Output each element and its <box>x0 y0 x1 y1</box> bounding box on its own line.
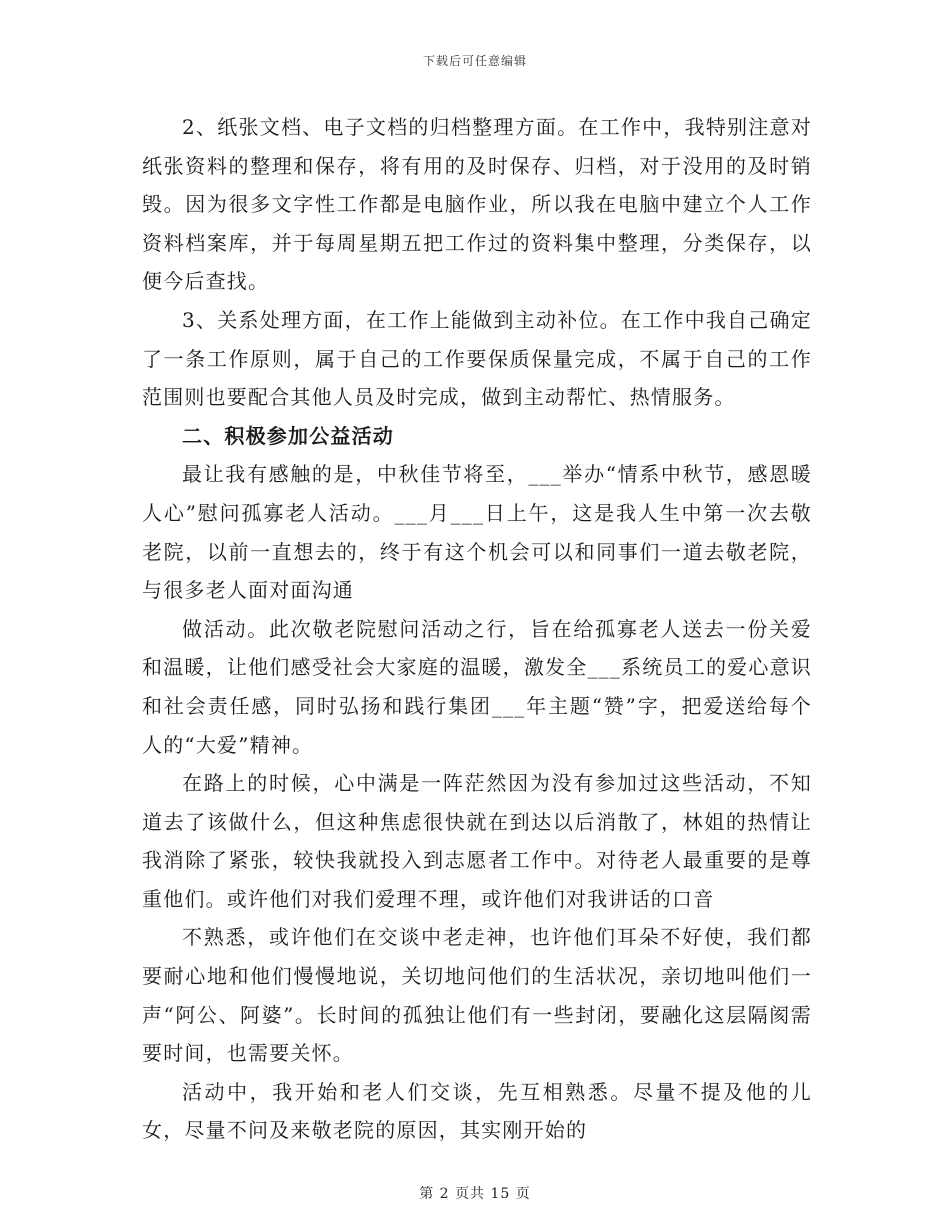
page-number: 第 2 页共 15 页 <box>419 1186 531 1202</box>
paragraph-conversation: 活动中，我开始和老人们交谈，先互相熟悉。尽量不提及他的儿女，尽量不问及来敬老院的原因，其实刚开始的 <box>142 1079 812 1143</box>
paragraph-on-the-road: 在路上的时候，心中满是一阵茫然因为没有参加过这些活动，不知道去了该做什么，但这种焦虑很快就在到达以后消散了，林姐的热情让我消除了紧张，较快我就投入到志愿者工作中。对待老人最重要的是尊重他们。或许他们对我们爱理不理，或许他们对我讲话的口音 <box>142 771 812 911</box>
paragraph-relations: 3、关系处理方面，在工作上能做到主动补位。在工作中我自己确定了一条工作原则，属于自己的工作要保质保量完成，不属于自己的工作范围则也要配合其他人员及时完成，做到主动帮忙、热情服务。 <box>142 307 812 410</box>
paragraph-patience: 不熟悉，或许他们在交谈中老走神，也许他们耳朵不好使，我们都要耐心地和他们慢慢地说，关切地问他们的生活状况，亲切地叫他们一声“阿公、阿婆”。长时间的孤独让他们有一些封闭，要融化这层隔阂需要时间，也需要关怀。 <box>142 925 812 1066</box>
section-heading: 二、积极参加公益活动 <box>182 423 394 448</box>
paragraph-mid-autumn: 最让我有感触的是，中秋佳节将至，___举办“情系中秋节，感恩暖人心”慰问孤寡老人活动。___月___日上午，这是我人生中第一次去敬老院，以前一直想去的，终于有这个机会可以和同事们一道去敬老院，与很多老人面对面沟通 <box>142 462 812 603</box>
page-header: 下载后可任意编辑 <box>422 54 527 68</box>
paragraph-filing: 2、纸张文档、电子文档的归档整理方面。在工作中，我特别注意对纸张资料的整理和保存，将有用的及时保存、归档，对于没用的及时销毁。因为很多文字性工作都是电脑作业，所以我在电脑中建立个人工作资料档案库，并于每周星期五把工作过的资料集中整理，分类保存，以便今后查找。 <box>142 115 812 294</box>
document-body <box>142 108 812 1150</box>
paragraph-activity: 做活动。此次敬老院慰问活动之行，旨在给孤寡老人送去一份关爱和温暖，让他们感受社会大家庭的温暖，激发全___系统员工的爱心意识和社会责任感，同时弘扬和践行集团___年主题“赞”字，把爱送给每个人的“大爱”精神。 <box>142 616 812 757</box>
